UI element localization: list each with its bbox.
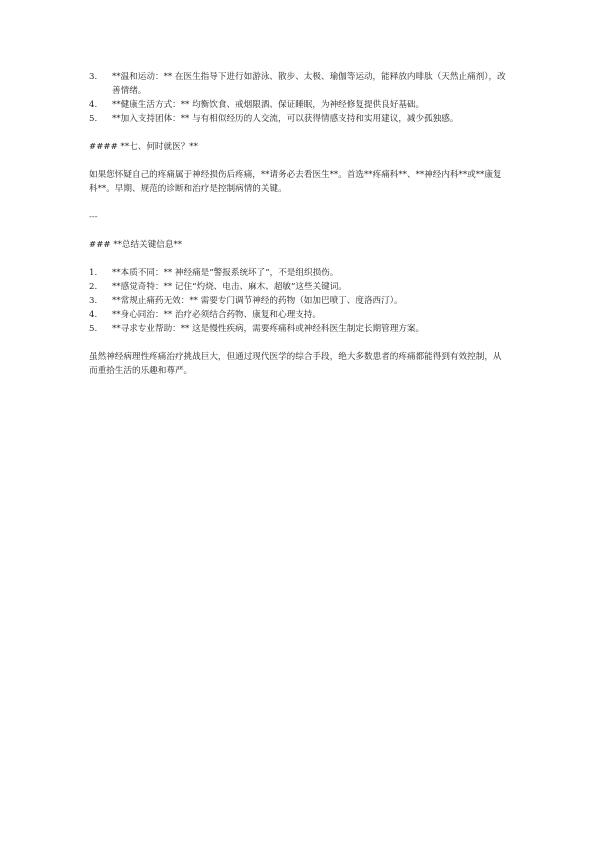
summary-list xyxy=(89,266,509,336)
document-content xyxy=(89,70,509,378)
list-item xyxy=(89,70,509,98)
list-text: **感觉奇特：** 记住“灼烧、电击、麻木、超敏”这些关键词。 xyxy=(112,282,347,292)
list-item xyxy=(89,280,509,294)
list-number: 4. xyxy=(89,100,98,110)
list-number: 5. xyxy=(89,114,98,124)
section-heading-seven: #### **七、何时就医？** xyxy=(89,142,198,152)
list-item xyxy=(89,322,509,336)
list-text: **身心同治：** 治疗必须结合药物、康复和心理支持。 xyxy=(112,310,321,320)
list-number: 5. xyxy=(89,324,98,334)
list-number: 3. xyxy=(89,72,98,82)
closing-paragraph: 虽然神经病理性疼痛治疗挑战巨大，但通过现代医学的综合手段，绝大多数患者的疼痛都能得到有效控制，从而重拾生活的乐趣和尊严。 xyxy=(89,352,502,376)
paragraph-when-to-see-doctor: 如果您怀疑自己的疼痛属于神经损伤后疼痛，**请务必去看医生**。首选**疼痛科**、**神经内科**或**康复科**。早期、规范的诊断和治疗是控制病情的关键。 xyxy=(89,170,502,194)
section-heading-summary: ### **总结关键信息** xyxy=(89,240,183,250)
list-item xyxy=(89,112,509,126)
list-text: **寻求专业帮助：** 这是慢性疾病，需要疼痛科或神经科医生制定长期管理方案。 xyxy=(112,324,425,334)
list-item xyxy=(89,266,509,280)
list-text: **健康生活方式：** 均衡饮食、戒烟限酒、保证睡眠，为神经修复提供良好基础。 xyxy=(112,100,425,110)
self-care-list xyxy=(89,70,509,126)
list-item xyxy=(89,294,509,308)
list-text: **常规止痛药无效：** 需要专门调节神经的药物（如加巴喷丁、度洛西汀）。 xyxy=(112,296,403,306)
list-number: 1. xyxy=(89,268,98,278)
list-text: **温和运动：** 在医生指导下进行如游泳、散步、太极、瑜伽等运动，能释放内啡肽（天然止痛剂），改善情绪。 xyxy=(112,72,506,96)
list-number: 3. xyxy=(89,296,98,306)
divider: --- xyxy=(89,212,98,222)
list-item xyxy=(89,308,509,322)
list-item xyxy=(89,98,509,112)
list-text: **本质不同：** 神经痛是“警报系统坏了”，不是组织损伤。 xyxy=(112,268,339,278)
list-number: 2. xyxy=(89,282,98,292)
list-text: **加入支持团体：** 与有相似经历的人交流，可以获得情感支持和实用建议，减少孤独感。 xyxy=(112,114,459,124)
list-number: 4. xyxy=(89,310,98,320)
